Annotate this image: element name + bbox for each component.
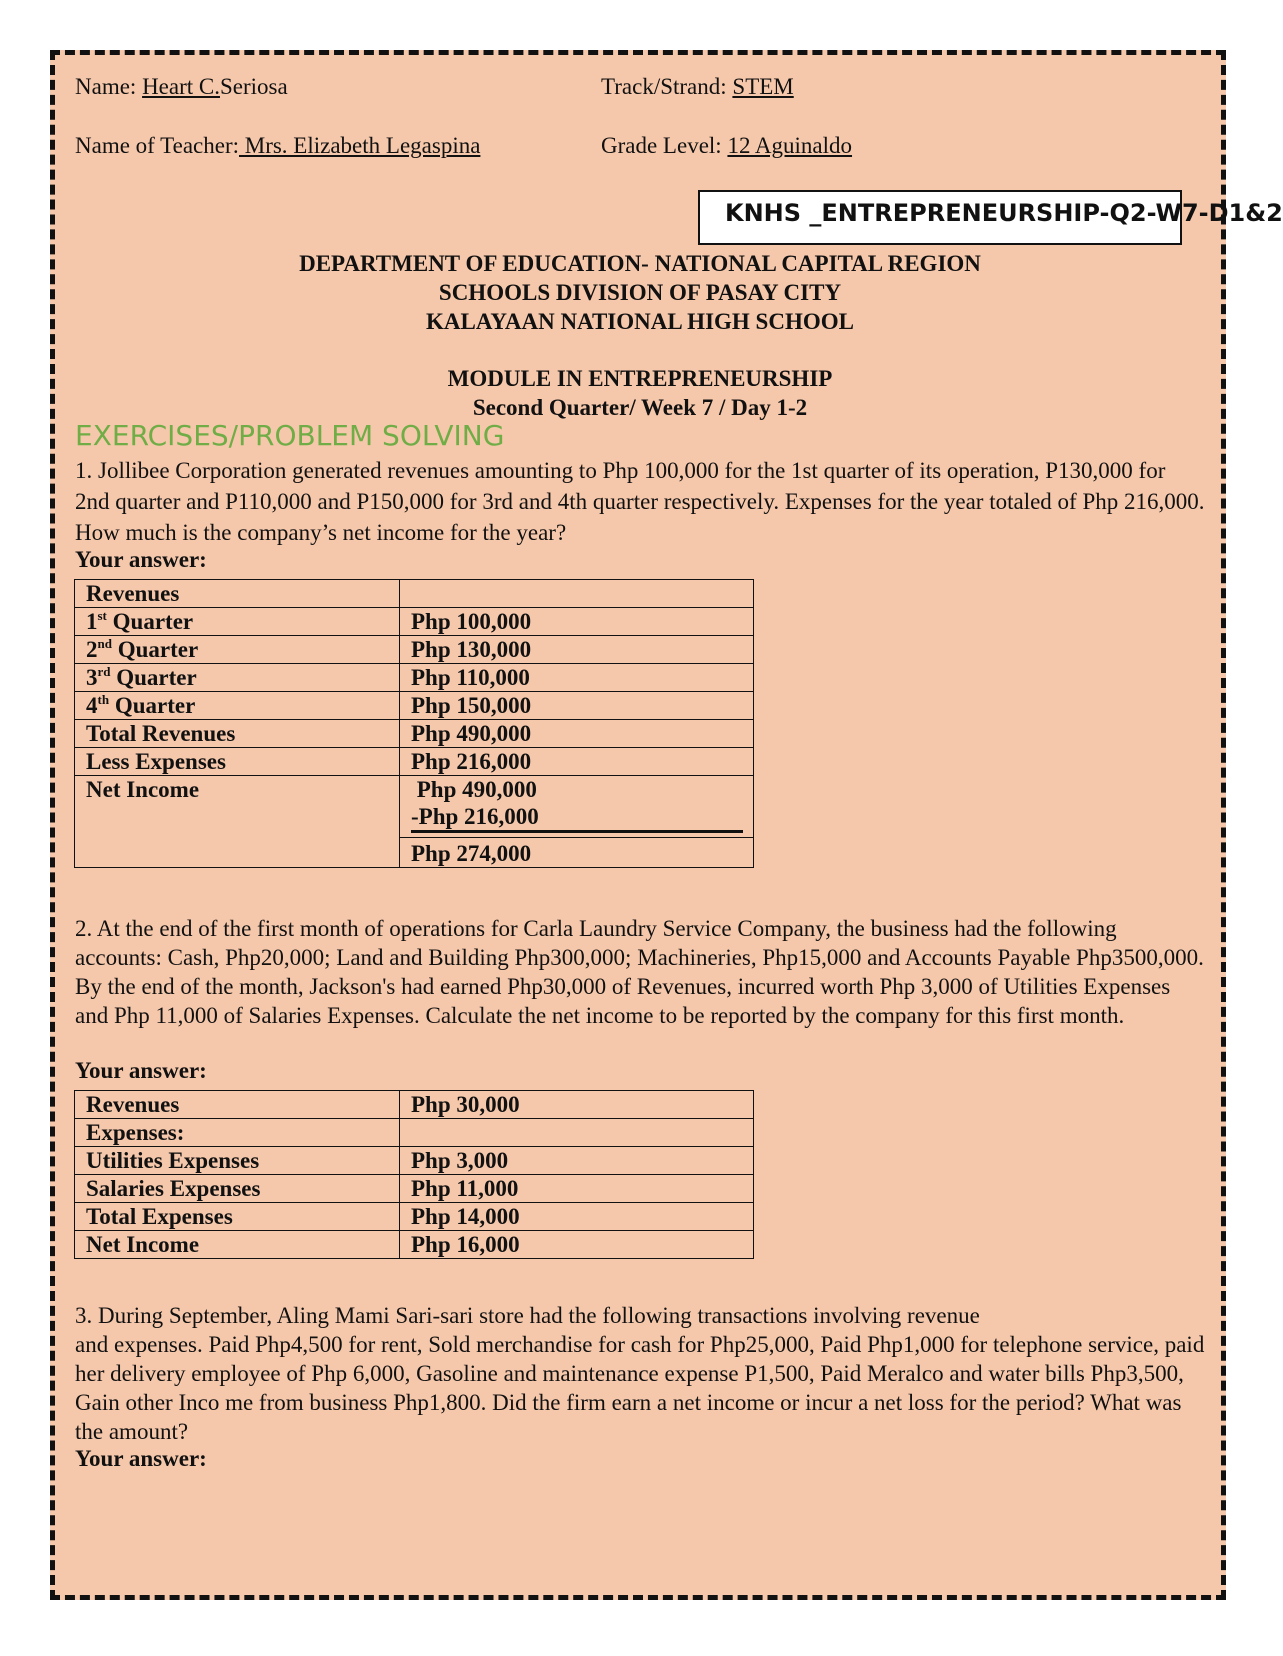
- problem-1-text: 1. Jollibee Corporation generated revenues amounting to Php 100,000 for the 1st quarter of its operation, P130,000 for 2nd quarter and P110,000 and P150,000 for 3rd and 4th quarter respectively. Expenses for the year totaled of Php 216,000. How much is the company’s net income for the year?: [75, 458, 1205, 545]
- expenses-label: Expenses:: [75, 1119, 400, 1147]
- grade-label: Grade Level:: [601, 133, 722, 158]
- revenues-label: Revenues: [75, 1091, 400, 1119]
- calc-line-1: Php 490,000: [411, 777, 537, 802]
- total-revenues-value: Php 490,000: [400, 720, 754, 748]
- student-name-field: [75, 74, 288, 100]
- net-income-result: Php 274,000: [400, 838, 754, 868]
- your-answer-label-2: Your answer:: [75, 1058, 207, 1083]
- institution-line-2: SCHOOLS DIVISION OF PASAY CITY: [438, 280, 842, 305]
- institution-line-3: KALAYAAN NATIONAL HIGH SCHOOL: [426, 309, 854, 334]
- table-row: [75, 1231, 754, 1259]
- quarter-2-value: Php 130,000: [400, 636, 754, 664]
- less-expenses-label: Less Expenses: [75, 748, 400, 776]
- problem-3-line-1: 3. During September, Aling Mami Sari-sari store had the following transactions involving revenue: [75, 1303, 980, 1328]
- teacher-label: Name of Teacher:: [75, 133, 239, 158]
- module-code: KNHS _ENTREPRENEURSHIP-Q2-W7-D1&2: [725, 199, 1283, 227]
- table-row: [75, 636, 754, 664]
- revenues-value: Php 30,000: [400, 1091, 754, 1119]
- table-row: [75, 1119, 754, 1147]
- total-expenses-label: Total Expenses: [75, 1203, 400, 1231]
- problem-2-text: 2. At the end of the first month of operations for Carla Laundry Service Company, the business had the following accounts: Cash, Php20,000; Land and Building Php300,000; Machineries, Php15,000 and Accounts Payable Php3500,000. By the end of the month, Jackson's had earned Php30,000 of Revenues, incurred worth Php 3,000 of Utilities Expenses and Php 11,000 of Salaries Expenses. Calculate the net income to be reported by the company for this first month.: [75, 916, 1204, 1028]
- table-row: [75, 692, 754, 720]
- table-row: [75, 608, 754, 636]
- utilities-expenses-value: Php 3,000: [400, 1147, 754, 1175]
- empty-cell: [400, 1119, 754, 1147]
- table-row: [75, 1175, 754, 1203]
- table-row: [75, 1203, 754, 1231]
- total-expenses-value: Php 14,000: [400, 1203, 754, 1231]
- less-expenses-value: Php 216,000: [400, 748, 754, 776]
- module-subtitle: Second Quarter/ Week 7 / Day 1-2: [472, 395, 808, 420]
- net-income-calculation: [400, 776, 754, 838]
- utilities-expenses-label: Utilities Expenses: [75, 1147, 400, 1175]
- module-title: MODULE IN ENTREPRENEURSHIP: [447, 366, 833, 391]
- section-heading: EXERCISES/PROBLEM SOLVING: [75, 419, 505, 452]
- salaries-expenses-label: Salaries Expenses: [75, 1175, 400, 1203]
- empty-cell: [400, 580, 754, 608]
- name-label: Name:: [75, 74, 137, 99]
- salaries-expenses-value: Php 11,000: [400, 1175, 754, 1203]
- quarter-4-value: Php 150,000: [400, 692, 754, 720]
- problem-2-answer-table: [74, 1090, 754, 1259]
- table-row: [75, 664, 754, 692]
- table-row: [75, 776, 754, 838]
- net-income-label: Net Income: [75, 776, 400, 868]
- track-strand-field: [601, 74, 794, 100]
- name-value-rest: Seriosa: [219, 74, 288, 99]
- grade-level-field: [601, 133, 852, 159]
- quarter-1-label: 1st Quarter: [75, 608, 400, 636]
- table-row: [75, 580, 754, 608]
- your-answer-label-1: Your answer:: [75, 547, 207, 572]
- institution-header: [0, 249, 1280, 336]
- track-value: STEM: [732, 74, 794, 99]
- total-revenues-label: Total Revenues: [75, 720, 400, 748]
- quarter-4-label: 4th Quarter: [75, 692, 400, 720]
- your-answer-label-3: Your answer:: [75, 1446, 207, 1471]
- grade-value: 12 Aguinaldo: [727, 133, 853, 158]
- quarter-3-label: 3rd Quarter: [75, 664, 400, 692]
- problem-1-answer-table: [74, 579, 754, 868]
- revenues-label: Revenues: [75, 580, 400, 608]
- table-row: [75, 720, 754, 748]
- net-income-value: Php 16,000: [400, 1231, 754, 1259]
- quarter-3-value: Php 110,000: [400, 664, 754, 692]
- net-income-label: Net Income: [75, 1231, 400, 1259]
- track-label: Track/Strand:: [601, 74, 727, 99]
- name-value-underlined: Heart C.: [142, 74, 220, 99]
- problem-3-body: and expenses. Paid Php4,500 for rent, Sold merchandise for cash for Php25,000, Paid Php1,000 for telephone service, paid her delivery employee of Php 6,000, Gasoline and maintenance expense P1,500, Paid Meralco and water bills Php3,500, Gain other Inco me from business Php1,800. Did the firm earn a net income or incur a net loss for the period? What was the amount?: [75, 1332, 1205, 1444]
- institution-line-1: DEPARTMENT OF EDUCATION- NATIONAL CAPITAL REGION: [299, 251, 981, 276]
- calc-line-2: -Php 216,000: [411, 803, 743, 833]
- quarter-1-value: Php 100,000: [400, 608, 754, 636]
- module-code-box: [698, 190, 1283, 245]
- teacher-name-field: [75, 133, 480, 159]
- table-row: [75, 1147, 754, 1175]
- table-row: [75, 748, 754, 776]
- table-row: [75, 1091, 754, 1119]
- teacher-value: Mrs. Elizabeth Legaspina: [239, 133, 481, 158]
- quarter-2-label: 2nd Quarter: [75, 636, 400, 664]
- problem-3-text: [75, 1301, 1205, 1446]
- module-title-block: [0, 364, 1280, 422]
